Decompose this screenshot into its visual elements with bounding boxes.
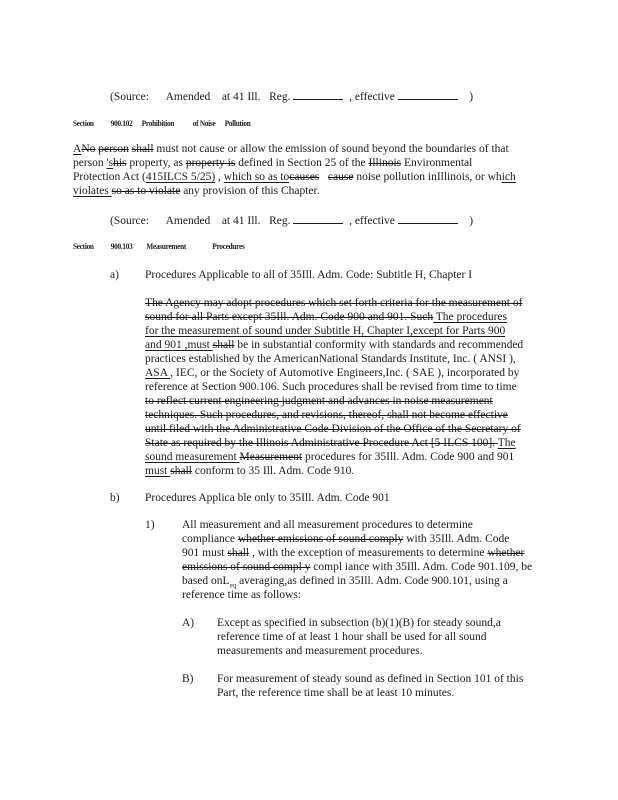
section-title-part: of Noise [192, 118, 216, 128]
inserted-text: 's [106, 157, 114, 169]
deleted-text: Measurement [239, 451, 303, 463]
deleted-text: techniques. Such procedures, and revisions, thereof, shall not become effective [145, 409, 508, 421]
deleted-text: his [113, 157, 127, 169]
text: reference time of at least 1 hour shall be used for all sound [217, 631, 487, 643]
paragraph-line [73, 170, 516, 184]
text: 901 must [182, 547, 228, 559]
source-close: ) [469, 91, 474, 103]
paragraph-line [182, 560, 532, 574]
deleted-text: State as required by the Illinois Administrative Procedure Act [5 ILCS 100]. [145, 437, 498, 449]
section-heading [73, 118, 251, 128]
deleted-text: No [81, 143, 96, 155]
text: compliance [182, 533, 238, 545]
item-text: Procedures Applica ble only to 35Ill. Adm. Code 901 [145, 492, 390, 504]
reg-label: Reg. [269, 215, 291, 227]
deleted-text: shall [170, 465, 192, 477]
amended-label: Amended [165, 215, 211, 227]
item-text: Procedures Applicable to all of 35Ill. Adm. Code: Subtitle H, Chapter I [145, 269, 473, 281]
text: property, as [126, 157, 186, 169]
inserted-text: for the measurement of sound under Subtitle H, Chapter I,except for Parts 900 [145, 325, 506, 337]
text: person [73, 157, 107, 169]
at-label: at 41 Ill. [221, 215, 261, 227]
text: based onL [182, 575, 230, 587]
paragraph-line [182, 588, 301, 602]
text: , IEC, or the Society of Automotive Engineers,Inc. ( SAE ), incorporated by [170, 367, 520, 379]
section-number: 900.102 [110, 118, 133, 128]
paragraph-line [217, 672, 523, 686]
at-label: at 41 Ill. [221, 91, 261, 103]
deleted-text: The Agency may adopt procedures which set forth criteria for the measurement of [145, 297, 523, 309]
text: Part, the reference time shall be at least 10 minutes. [217, 687, 455, 699]
paragraph-line [145, 464, 354, 478]
text: reference time as follows: [182, 589, 302, 601]
paragraph-line [145, 352, 516, 366]
inserted-text: The procedures [433, 311, 507, 323]
text: For measurement of steady sound as defined in Section 101 of this [217, 673, 524, 685]
paragraph-line [145, 296, 522, 310]
paragraph-line [182, 532, 509, 546]
text: , [215, 171, 224, 183]
source-label: (Source: [110, 215, 149, 227]
section-label: Section [73, 241, 94, 251]
paragraph-line [217, 616, 501, 630]
paragraph-line [217, 630, 487, 644]
inserted-text: A [73, 143, 82, 155]
deleted-text: shall [227, 547, 250, 559]
text: noise pollution inIllinois, or wh [353, 171, 502, 183]
paragraph-line [145, 394, 493, 408]
item-label: a) [110, 269, 119, 281]
subscript: eq [229, 581, 237, 590]
text: practices established by the AmericanNational Standards Institute, Inc. ( ANSI ), [145, 353, 516, 365]
deleted-text: property is [185, 157, 236, 169]
inserted-text: which so as to [223, 171, 290, 183]
source-note [110, 88, 473, 104]
deleted-text: until filed with the Administrative Code Division of the Office of the Secretary of [145, 423, 521, 435]
text: , with the exception of measurements to determine [249, 547, 488, 559]
paragraph-line [217, 686, 454, 700]
reg-blank [293, 212, 343, 224]
source-close: ) [469, 215, 474, 227]
deleted-text: shall [212, 339, 235, 351]
text: be in substantial conformity with standards and recommended [234, 339, 524, 351]
inserted-text: must [187, 339, 213, 351]
deleted-text: causes [289, 171, 320, 183]
paragraph-line [145, 450, 514, 464]
paragraph-line [145, 422, 521, 436]
inserted-text: 415ILCS 5/25) [145, 171, 216, 183]
item-label: b) [110, 492, 120, 504]
text: defined in Section 25 of the [235, 157, 369, 169]
paragraph-line [217, 644, 423, 658]
reg-blank [293, 88, 343, 100]
text: with 35Ill. Adm. Code [403, 533, 510, 545]
text: any provision of this Chapter. [180, 185, 320, 197]
section-heading [73, 241, 245, 251]
item-label: 1) [145, 519, 155, 531]
inserted-text: The [497, 437, 516, 449]
paragraph-line [145, 408, 508, 422]
item-label: B) [182, 673, 194, 685]
deleted-text: cause [327, 171, 354, 183]
deleted-text: to reflect current engineering judgment and advances in noise measurement [145, 395, 493, 407]
inserted-text: ASA [145, 367, 171, 379]
effective-blank [398, 212, 458, 224]
text: measurements and measurement procedures. [217, 645, 423, 657]
deleted-text: sound for all Parts except 35Ill. Adm. Code 900 and 901. Such [145, 311, 434, 323]
paragraph-line [182, 546, 524, 560]
inserted-text: ich [501, 171, 516, 183]
paragraph-line [145, 338, 523, 352]
text: reference at Section 900.106. Such procedures shall be revised from time to time [145, 381, 517, 393]
paragraph-line [73, 156, 472, 170]
text: procedures for 35Ill. Adm. Code 900 and 901 [302, 451, 515, 463]
item-label: A) [182, 617, 195, 629]
paragraph-line [145, 324, 505, 338]
effective-label: , effective [349, 91, 395, 103]
text: conform to 35 Ill. Adm. Code 910. [191, 465, 355, 477]
deleted-text: whether emissions of sound comply [237, 533, 404, 545]
paragraph-line [73, 142, 509, 156]
text: Except as specified in subsection (b)(1)(B) for steady sound,a [217, 617, 501, 629]
text: must not cause or allow the emission of sound beyond the boundaries of that [153, 143, 509, 155]
paragraph-line [182, 518, 473, 532]
amended-label: Amended [165, 91, 211, 103]
text: compl iance with 35Ill. Adm. Code 901.109, be [310, 561, 533, 573]
source-label: (Source: [110, 91, 149, 103]
effective-blank [398, 88, 458, 100]
deleted-text: emissions of sound compl y [182, 561, 311, 573]
inserted-text: and 901 , [145, 339, 188, 351]
text: Environmental [401, 157, 473, 169]
paragraph-line [145, 310, 507, 324]
text: All measurement and all measurement procedures to determine [182, 519, 473, 531]
source-note [110, 212, 473, 228]
section-title-part: Measurement [146, 241, 187, 251]
section-label: Section [73, 118, 94, 128]
section-title-part: Pollution [224, 118, 251, 128]
deleted-text: shall [131, 143, 154, 155]
text: averaging,as defined in 35Ill. Adm. Code 900.101, using a [236, 575, 508, 587]
paragraph-line [73, 184, 320, 198]
deleted-text: whether [487, 547, 525, 559]
section-title-part: Prohibition [141, 118, 175, 128]
paragraph-line [145, 436, 516, 450]
reg-label: Reg. [269, 91, 291, 103]
inserted-text: sound measurement [145, 451, 240, 463]
section-number: 900.103 [110, 241, 133, 251]
paragraph-line [145, 366, 519, 380]
section-title-part: Procedures [212, 241, 245, 251]
effective-label: , effective [349, 215, 395, 227]
deleted-text: so as to violate [111, 185, 181, 197]
deleted-text: person [98, 143, 129, 155]
deleted-text: Illinois [368, 157, 402, 169]
text: Protection Act ( [73, 171, 146, 183]
inserted-text: violates [73, 185, 112, 197]
paragraph-line [145, 380, 517, 394]
inserted-text: must [145, 465, 171, 477]
